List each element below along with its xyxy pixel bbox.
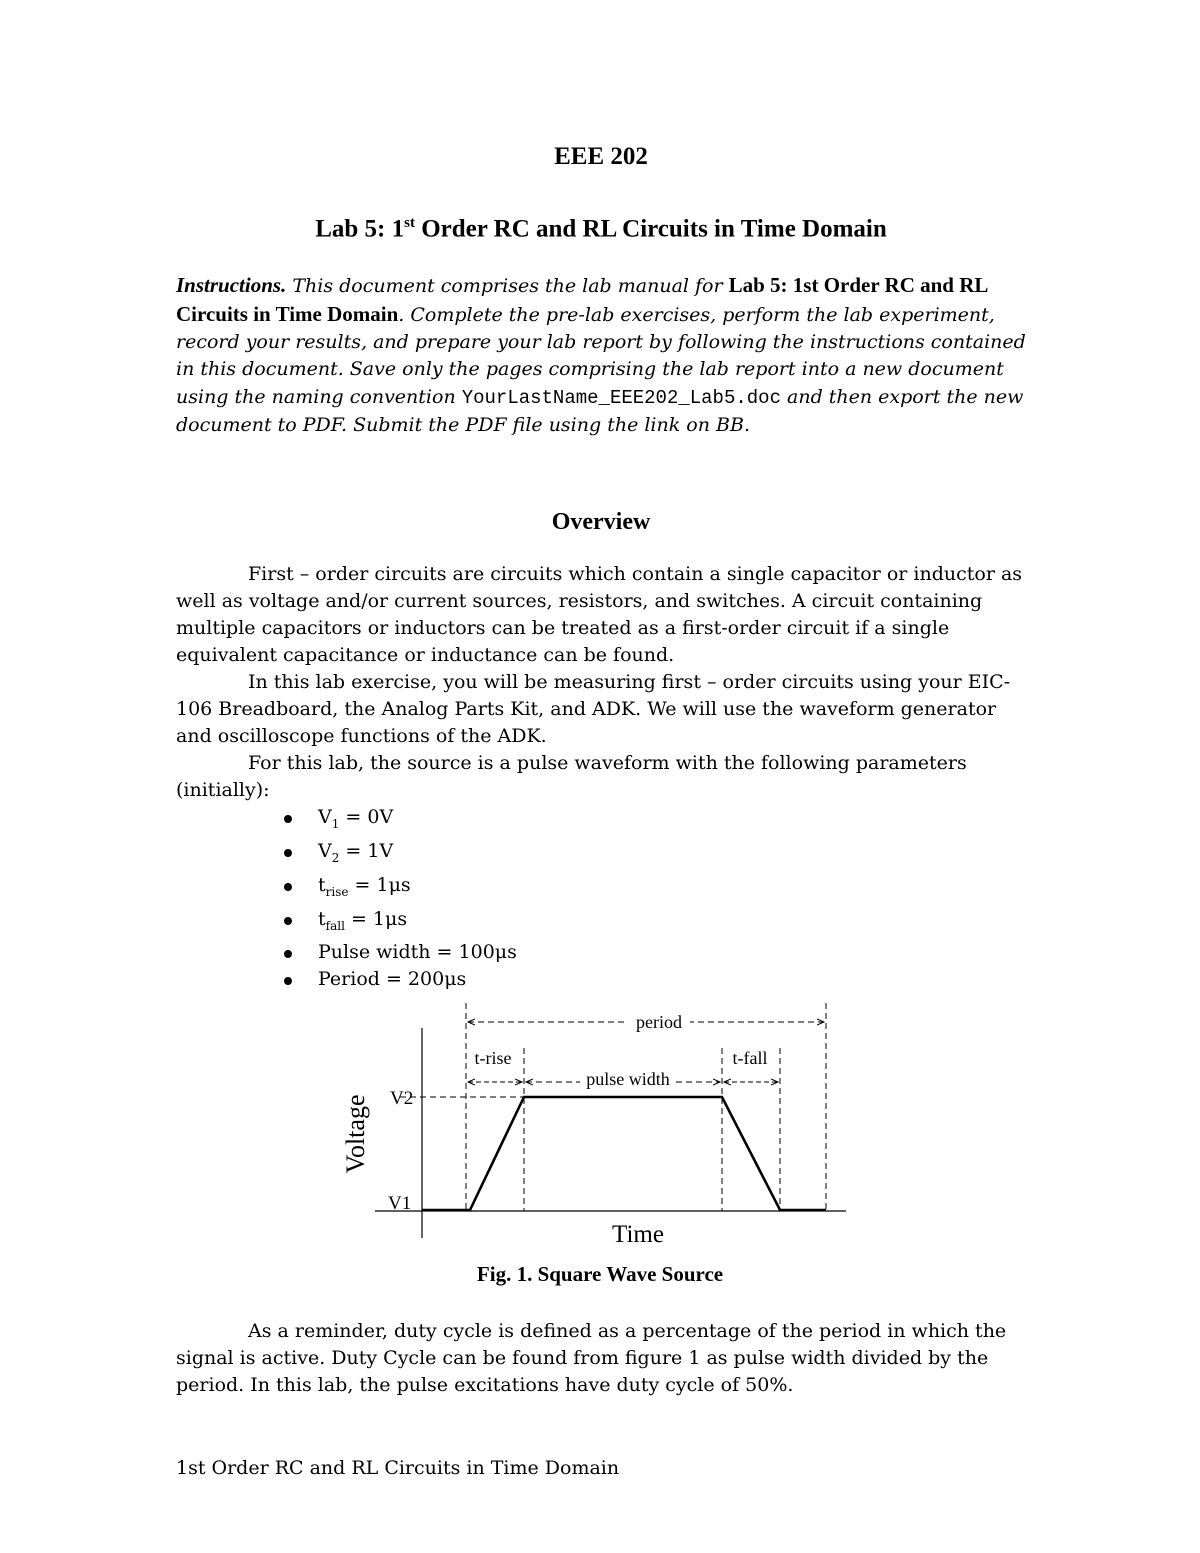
instructions-text-1: This document comprises the lab manual for — [286, 275, 729, 298]
parameter-item: $V_1 = 0V$ — [280, 804, 1026, 838]
parameter-item: $t_{fall} = 1\mu s$ — [280, 906, 1026, 940]
lab-title-suffix: Order RC and RL Circuits in Time Domain — [414, 215, 887, 243]
instructions-lab-name: Lab 5: 1st Order RC and RL Circuits in Time Domain — [176, 273, 988, 326]
instructions-text-2: . Complete the pre-lab exercises, perform the lab experiment, record your results, and prepare your lab report by following the instructions contained in this document. Save only the pages comprising the lab report into a new document using the naming convention — [176, 303, 1026, 408]
parameter-item: $V_2 = 1V$ — [280, 838, 1026, 872]
overview-paragraph-3: For this lab, the source is a pulse waveform with the following parameters (initially): — [176, 752, 967, 802]
pulse-waveform — [422, 1097, 826, 1210]
overview-heading: Overview — [551, 509, 651, 536]
parameter-list — [176, 804, 1026, 993]
lab-title-superscript: st — [404, 215, 415, 231]
instructions-filename: YourLastName_EEE202_Lab5.doc — [461, 386, 781, 409]
instructions-label: Instructions. — [176, 273, 287, 298]
t-rise-label: t-rise — [474, 1048, 512, 1068]
figure-caption: Fig. 1. Square Wave Source — [476, 1262, 724, 1286]
v2-label: V2 — [390, 1088, 414, 1109]
overview-paragraph-1: First – order circuits are circuits which contain a single capacitor or inductor as well as voltage and/or current sources, resistors, and switches. A circuit containing multiple capacitors or inductors can be treated as a first-order circuit if a single equivalent capacitance or inductance can be found. — [176, 563, 1023, 667]
instructions-paragraph — [176, 272, 1026, 439]
v1-label: V1 — [388, 1193, 412, 1214]
t-fall-label: t-fall — [732, 1048, 768, 1068]
lab-title — [176, 206, 1026, 246]
parameter-item: Pulse width = 100μs — [280, 939, 1026, 966]
parameter-item: Period = 200μs — [280, 966, 1026, 993]
parameter-item: $t_{rise} = 1\mu s$ — [280, 872, 1026, 906]
pulse-width-label: pulse width — [586, 1069, 670, 1089]
duty-cycle-paragraph: As a reminder, duty cycle is defined as a percentage of the period in which the signal is active. Duty Cycle can be found from figure 1 as pulse width divided by the period. In this lab, the pulse excitations have duty cycle of 50%. — [176, 1320, 1007, 1396]
instructions-text-3: and then export the new document to PDF. Submit the PDF file using the link on BB. — [176, 385, 1024, 436]
document-body — [176, 140, 1026, 993]
period-label: period — [636, 1012, 682, 1032]
page-footer: 1st Order RC and RL Circuits in Time Domain — [176, 1457, 620, 1479]
pulse-waveform-figure — [330, 998, 860, 1256]
overview-paragraph-2: In this lab exercise, you will be measuring first – order circuits using your EIC-106 Breadboard, the Analog Parts Kit, and ADK. We will use the waveform generator and oscilloscope functions of the ADK. — [176, 671, 1011, 748]
x-axis-title: Time — [612, 1221, 664, 1248]
y-axis-title: Voltage — [341, 1094, 370, 1174]
lab-title-prefix: Lab 5: 1 — [315, 215, 405, 243]
course-code: EEE 202 — [554, 143, 648, 170]
